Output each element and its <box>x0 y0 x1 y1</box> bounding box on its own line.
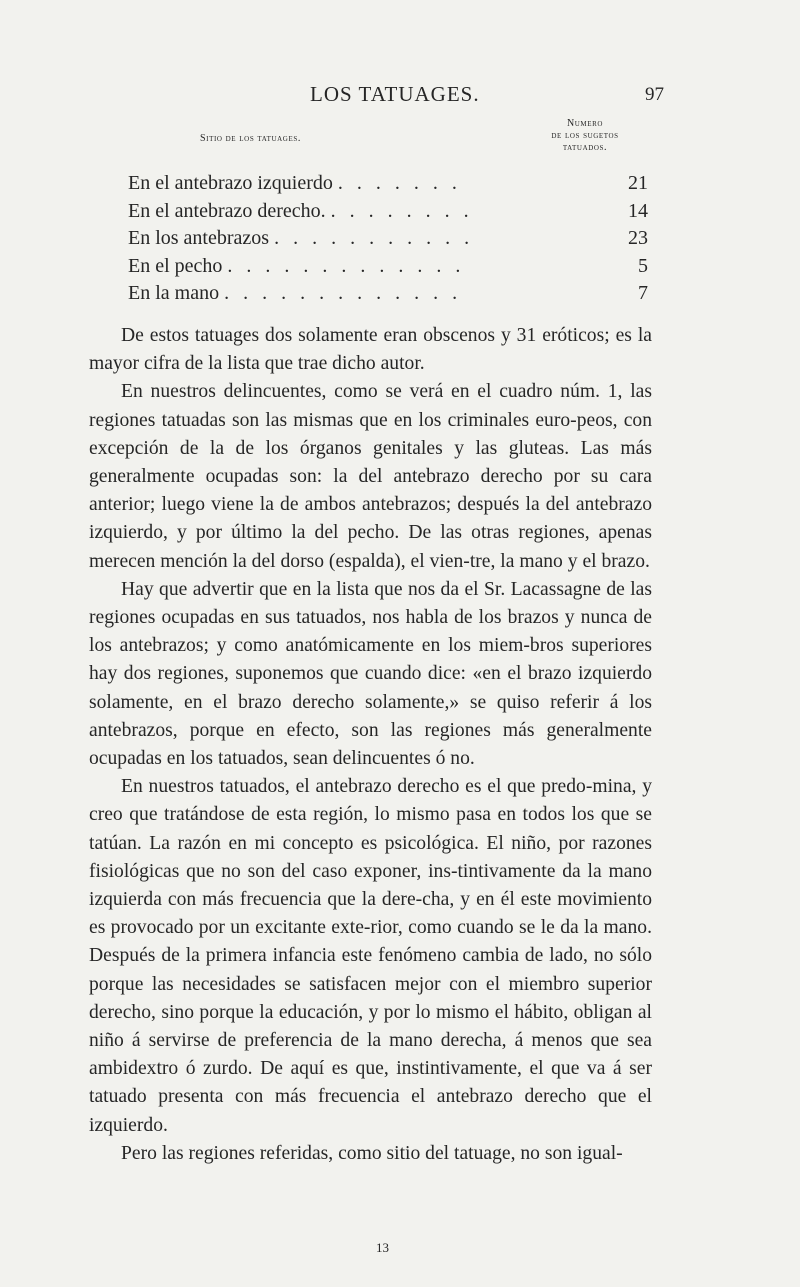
paragraph: En nuestros tatuados, el antebrazo derecho es el que predo-mina, y creo que tratándose de esta región, lo mismo pasa en todos los que se tatúan. La razón en mi concepto es psicológica. El niño, por razones fisiológicas que no son del caso exponer, ins-tintivamente da la mano izquierda con más frecuencia que la dere-cha, y en él este movimiento es provocado por un excitante exte-rior, como cuando se le da la mano. Después de la primera infancia este fenómeno cambia de lado, no sólo porque las necesidades se satisfacen mejor con el miembro superior derecho, sino porque la educación, y por lo mismo el hábito, obligan al niño á servirse de preferencia de la mano derecha, á menos que sea ambidextro ó zurdo. De aquí es que, instintivamente, el que va á ser tatuado presenta con más frecuencia el antebrazo derecho que el izquierdo. <box>89 776 652 1136</box>
row-count: 14 <box>628 199 648 222</box>
table-row <box>128 255 648 283</box>
column-header-count-line: tatuados. <box>562 142 608 153</box>
body-text <box>89 322 652 1168</box>
table-header <box>0 118 800 158</box>
row-count: 23 <box>628 227 648 249</box>
row-place: En la mano <box>128 282 220 304</box>
running-header <box>0 82 800 112</box>
row-leader-dots: . . . . . . . <box>337 172 462 194</box>
row-leader-dots: . . . . . . . . . . . . . <box>224 282 462 304</box>
row-leader-dots: . . . . . . . . <box>330 199 474 222</box>
running-title: LOS TATUAGES. <box>310 82 480 106</box>
printer-signature-mark: 13 <box>376 1240 389 1255</box>
row-leader-dots: . . . . . . . . . . . <box>274 227 474 249</box>
column-header-count-line: de los sugetos <box>551 130 619 141</box>
row-place: En el pecho <box>128 254 223 277</box>
column-header-count <box>516 118 654 154</box>
tattoo-site-table <box>128 172 648 310</box>
paragraph: En nuestros delincuentes, como se verá en el cuadro núm. 1, las regiones tatuadas son las mismas que en los criminales euro-peos, con excepción de la de los órganos genitales y las gluteas. Las más generalmente ocupadas son: la del antebrazo derecho por su cara anterior; luego viene la de ambos antebrazos; después la del antebrazo izquierdo, y por último la del pecho. De las otras regiones, apenas merecen mención la del dorso (espalda), el vien-tre, la mano y el brazo. <box>89 381 652 572</box>
row-place: En los antebrazos <box>128 227 270 249</box>
row-leader-dots: . . . . . . . . . . . . . <box>227 254 465 277</box>
row-count: 5 <box>638 254 648 277</box>
row-place: En el antebrazo derecho. <box>128 199 326 222</box>
row-count: 7 <box>638 282 648 304</box>
table-row <box>128 172 648 200</box>
paragraph: De estos tatuages dos solamente eran obscenos y 31 eróticos; es la mayor cifra de la lista que trae dicho autor. <box>89 325 652 375</box>
column-header-site: Sitio de los tatuages. <box>200 133 301 144</box>
table-row <box>128 200 648 228</box>
row-count: 21 <box>628 172 648 194</box>
row-place: En el antebrazo izquierdo <box>128 172 333 194</box>
table-row <box>128 227 648 255</box>
page-number: 97 <box>645 84 664 105</box>
paragraph: Hay que advertir que en la lista que nos da el Sr. Lacassagne de las regiones ocupadas en sus tatuados, nos habla de los brazos y nunca de los antebrazos; y como anatómicamente en los miem-bros superiores hay dos regiones, suponemos que cuando dice: «en el brazo izquierdo solamente, en el brazo derecho solamente,» se quiso referir á los antebrazos, porque en efecto, son las regiones más generalmente ocupadas en los tatuados, sean delincuentes ó no. <box>89 578 652 770</box>
column-header-count-line: Numero <box>566 118 604 129</box>
paragraph: Pero las regiones referidas, como sitio del tatuage, no son igual- <box>121 1142 623 1164</box>
table-row <box>128 282 648 310</box>
